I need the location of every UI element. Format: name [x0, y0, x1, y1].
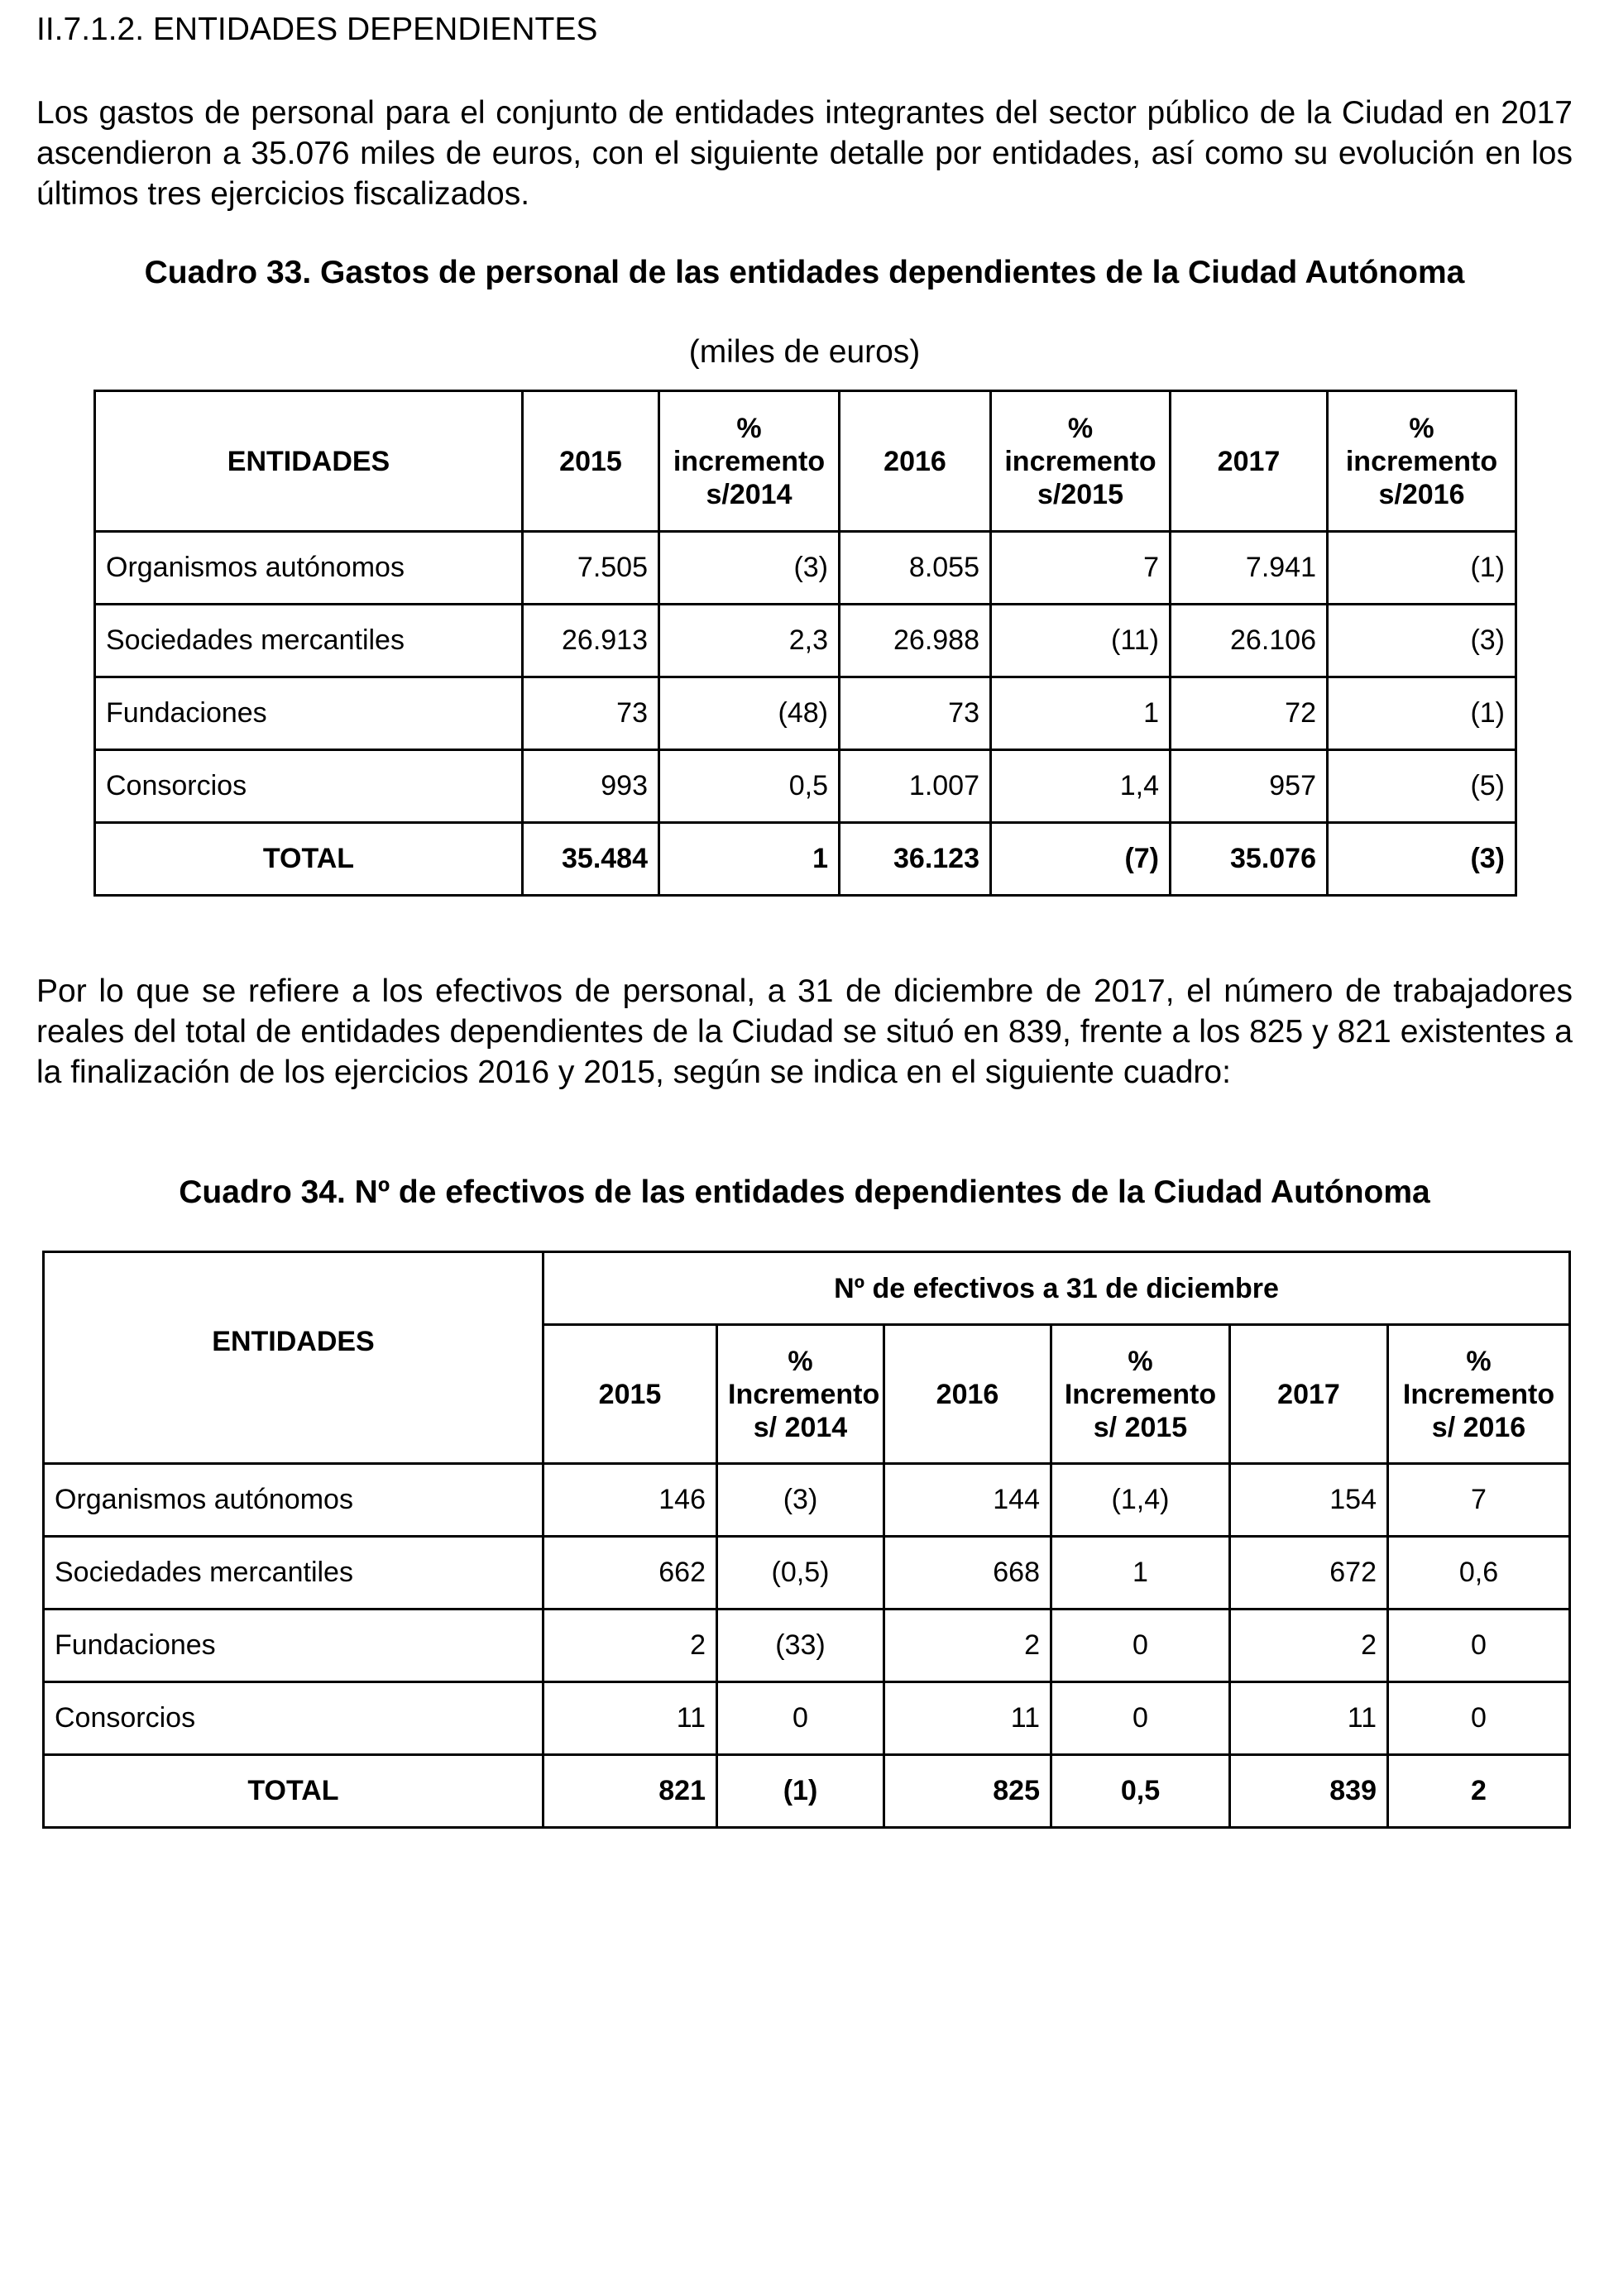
table-cell: 11: [544, 1682, 717, 1755]
table-cell: 2,3: [659, 605, 840, 677]
table2-caption: Cuadro 34. Nº de efectivos de las entidades dependientes de la Ciudad Autónoma: [179, 1174, 1430, 1210]
table-cell: 7: [1388, 1464, 1570, 1537]
entity-name: Sociedades mercantiles: [44, 1537, 544, 1610]
table-cell: 26.988: [840, 605, 991, 677]
section-heading: II.7.1.2. ENTIDADES DEPENDIENTES: [36, 12, 598, 47]
table-cell: 7.505: [523, 532, 659, 605]
table-cell: 154: [1230, 1464, 1388, 1537]
table-cell: 26.913: [523, 605, 659, 677]
col-header-2016: 2016: [840, 391, 991, 532]
table-cell: (11): [991, 605, 1171, 677]
table1-units: (miles de euros): [688, 334, 921, 370]
table-total-row: [44, 1755, 1570, 1828]
staff-paragraph: Por lo que se refiere a los efectivos de personal, a 31 de diciembre de 2017, el número de trabajadores reales del total de entidades dependientes de la Ciudad se situó en 839, frente a los 825 y 821 existentes a la finalización de los ejercicios 2016 y 2015, según se indica en el siguiente cuadro:: [36, 973, 1573, 1090]
table-cell: 7: [991, 532, 1171, 605]
table-cell: (1): [1328, 677, 1516, 750]
table-cell: 72: [1171, 677, 1328, 750]
table-cell: 1: [1051, 1537, 1230, 1610]
table-cell: 662: [544, 1537, 717, 1610]
table-row: [44, 1464, 1570, 1537]
entity-name: Sociedades mercantiles: [95, 605, 523, 677]
table-row: [95, 750, 1516, 823]
entity-name: Fundaciones: [44, 1610, 544, 1682]
col-header-inc-2014: % incremento s/2014: [659, 391, 840, 532]
table-cell: (0,5): [717, 1537, 884, 1610]
table-cell: 1.007: [840, 750, 991, 823]
table-cell: (48): [659, 677, 840, 750]
table-cell: (1): [717, 1755, 884, 1828]
table-cell: 73: [840, 677, 991, 750]
entity-name: Organismos autónomos: [95, 532, 523, 605]
col-header-inc-2015: % incremento s/2015: [991, 391, 1171, 532]
table-row: [95, 677, 1516, 750]
entity-name: Consorcios: [95, 750, 523, 823]
table-cell: 825: [884, 1755, 1051, 1828]
table-cell: 0,5: [659, 750, 840, 823]
col-header-inc-2016: % Incremento s/ 2016: [1388, 1325, 1570, 1464]
staff-count-table: [42, 1251, 1571, 1829]
table-cell: 957: [1171, 750, 1328, 823]
intro-paragraph: Los gastos de personal para el conjunto de entidades integrantes del sector público de la Ciudad en 2017 ascendieron a 35.076 miles de euros, con el siguiente detalle por entidades, así como su evolución en los últimos tres ejercicios fiscalizados.: [36, 95, 1573, 212]
table-cell: 0: [1388, 1682, 1570, 1755]
table-row: [95, 532, 1516, 605]
table-cell: 2: [884, 1610, 1051, 1682]
table-cell: 2: [544, 1610, 717, 1682]
table-cell: 0: [1388, 1610, 1570, 1682]
table-cell: 146: [544, 1464, 717, 1537]
table-cell: 1,4: [991, 750, 1171, 823]
table-cell: (7): [991, 823, 1171, 896]
table-cell: (3): [1328, 823, 1516, 896]
col-header-inc-2014: % Incremento s/ 2014: [717, 1325, 884, 1464]
table-cell: 144: [884, 1464, 1051, 1537]
entity-name: Organismos autónomos: [44, 1464, 544, 1537]
table-cell: (1): [1328, 532, 1516, 605]
table-cell: 36.123: [840, 823, 991, 896]
col-header-entities: ENTIDADES: [44, 1252, 544, 1464]
table-cell: 7.941: [1171, 532, 1328, 605]
col-header-inc-2015: % Incremento s/ 2015: [1051, 1325, 1230, 1464]
table-cell: 11: [1230, 1682, 1388, 1755]
table-cell: 0,6: [1388, 1537, 1570, 1610]
total-label: TOTAL: [95, 823, 523, 896]
table-row: [44, 1610, 1570, 1682]
table-cell: 2: [1230, 1610, 1388, 1682]
entity-name: Fundaciones: [95, 677, 523, 750]
table-cell: 35.076: [1171, 823, 1328, 896]
table-row: [44, 1537, 1570, 1610]
table-cell: 0,5: [1051, 1755, 1230, 1828]
col-header-inc-2016: % incremento s/2016: [1328, 391, 1516, 532]
table-total-row: [95, 823, 1516, 896]
table-cell: 0: [1051, 1682, 1230, 1755]
table-cell: 1: [659, 823, 840, 896]
table-cell: 11: [884, 1682, 1051, 1755]
table1-caption: Cuadro 33. Gastos de personal de las entidades dependientes de la Ciudad Autónoma: [144, 255, 1465, 290]
col-header-entities: ENTIDADES: [95, 391, 523, 532]
col-header-2016: 2016: [884, 1325, 1051, 1464]
table-row: [44, 1682, 1570, 1755]
table-cell: (3): [1328, 605, 1516, 677]
table-header-row: [44, 1252, 1570, 1325]
table-header-row: [95, 391, 1516, 532]
table-cell: 839: [1230, 1755, 1388, 1828]
total-label: TOTAL: [44, 1755, 544, 1828]
table-cell: 2: [1388, 1755, 1570, 1828]
table-cell: (3): [659, 532, 840, 605]
table-cell: 993: [523, 750, 659, 823]
table-cell: 1: [991, 677, 1171, 750]
table-cell: 26.106: [1171, 605, 1328, 677]
table-row: [95, 605, 1516, 677]
col-header-2017: 2017: [1171, 391, 1328, 532]
entity-name: Consorcios: [44, 1682, 544, 1755]
table-cell: 821: [544, 1755, 717, 1828]
table-cell: 35.484: [523, 823, 659, 896]
table-cell: 0: [1051, 1610, 1230, 1682]
table-cell: (33): [717, 1610, 884, 1682]
personnel-costs-table: [93, 390, 1517, 897]
table-cell: 73: [523, 677, 659, 750]
table-cell: 8.055: [840, 532, 991, 605]
col-header-2015: 2015: [523, 391, 659, 532]
table-cell: (5): [1328, 750, 1516, 823]
table-cell: (3): [717, 1464, 884, 1537]
table-cell: 0: [717, 1682, 884, 1755]
table-cell: 672: [1230, 1537, 1388, 1610]
col-header-2017: 2017: [1230, 1325, 1388, 1464]
col-header-group: Nº de efectivos a 31 de diciembre: [544, 1252, 1570, 1325]
table-cell: (1,4): [1051, 1464, 1230, 1537]
col-header-2015: 2015: [544, 1325, 717, 1464]
table-cell: 668: [884, 1537, 1051, 1610]
